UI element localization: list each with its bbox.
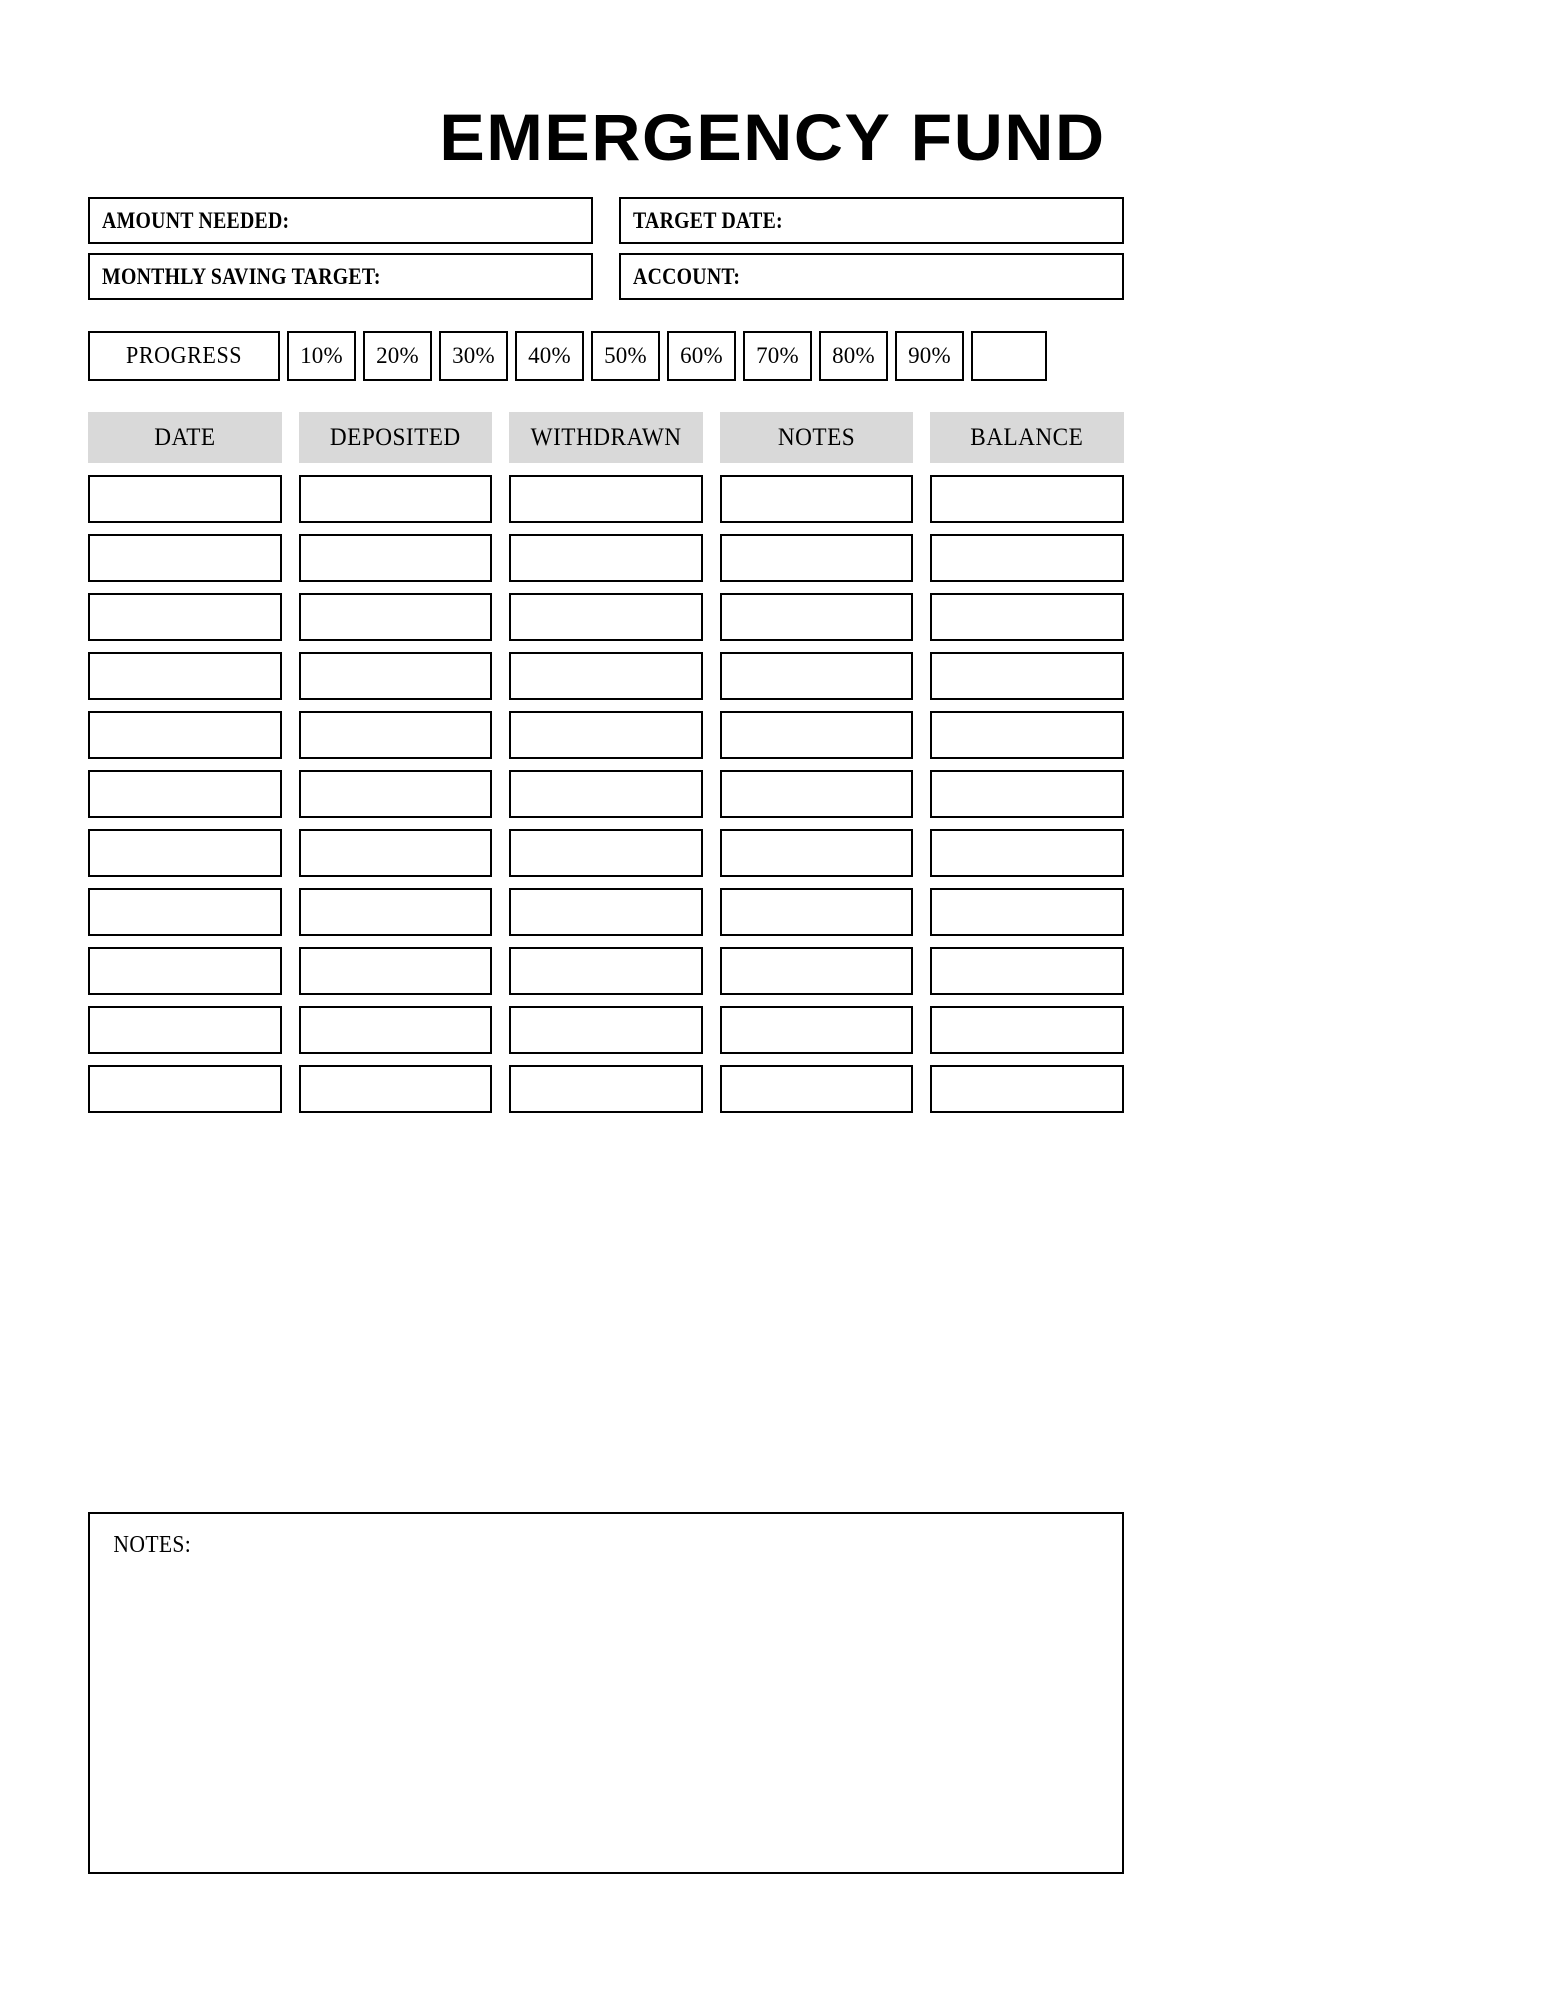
table-cell[interactable] [88, 593, 282, 641]
progress-step-final[interactable] [971, 331, 1047, 381]
table-cell[interactable] [299, 770, 493, 818]
table-row [88, 1065, 1124, 1113]
table-cell[interactable] [509, 1065, 703, 1113]
account-field[interactable] [619, 253, 1124, 300]
table-cell[interactable] [88, 829, 282, 877]
table-cell[interactable] [720, 947, 914, 995]
table-cell[interactable] [930, 1006, 1124, 1054]
table-cell[interactable] [88, 947, 282, 995]
progress-step-label: 30% [452, 343, 495, 368]
table-cell[interactable] [720, 1065, 914, 1113]
table-cell[interactable] [720, 1006, 914, 1054]
progress-step-10[interactable] [287, 331, 356, 381]
amount-needed-label: AMOUNT NEEDED: [102, 207, 290, 233]
column-header-notes [720, 412, 914, 463]
table-cell[interactable] [930, 947, 1124, 995]
table-cell[interactable] [720, 652, 914, 700]
progress-label-box [88, 331, 280, 381]
table-cell[interactable] [299, 888, 493, 936]
table-cell[interactable] [509, 593, 703, 641]
table-cell[interactable] [509, 711, 703, 759]
table-cell[interactable] [509, 770, 703, 818]
progress-step-20[interactable] [363, 331, 432, 381]
amount-needed-field[interactable] [88, 197, 593, 244]
table-cell[interactable] [509, 475, 703, 523]
progress-step-30[interactable] [439, 331, 508, 381]
table-cell[interactable] [299, 1065, 493, 1113]
table-cell[interactable] [299, 947, 493, 995]
progress-step-label: 40% [528, 343, 571, 368]
table-cell[interactable] [930, 888, 1124, 936]
table-cell[interactable] [930, 1065, 1124, 1113]
table-cell[interactable] [88, 770, 282, 818]
table-cell[interactable] [88, 475, 282, 523]
table-cell[interactable] [88, 888, 282, 936]
summary-field-row [88, 197, 1124, 244]
column-header-label: DATE [154, 423, 216, 451]
table-row [88, 770, 1124, 818]
progress-step-90[interactable] [895, 331, 964, 381]
summary-field-row [88, 253, 1124, 300]
progress-step-label: 70% [756, 343, 799, 368]
table-cell[interactable] [299, 534, 493, 582]
table-cell[interactable] [509, 652, 703, 700]
table-row [88, 829, 1124, 877]
column-header-label: BALANCE [970, 423, 1084, 451]
table-row [88, 1006, 1124, 1054]
summary-fields [88, 197, 1124, 309]
table-cell[interactable] [720, 711, 914, 759]
notes-label: NOTES: [113, 1532, 192, 1558]
table-cell[interactable] [930, 770, 1124, 818]
target-date-field[interactable] [619, 197, 1124, 244]
ledger-body [88, 475, 1124, 1113]
table-cell[interactable] [509, 947, 703, 995]
progress-step-label: 50% [604, 343, 647, 368]
target-date-label: TARGET DATE: [633, 207, 783, 233]
page-title-wrap [0, 100, 1545, 174]
table-cell[interactable] [930, 711, 1124, 759]
progress-step-70[interactable] [743, 331, 812, 381]
ledger-table [88, 412, 1124, 1124]
page-title: EMERGENCY FUND [439, 100, 1106, 174]
table-cell[interactable] [299, 593, 493, 641]
column-header-deposited [299, 412, 493, 463]
column-header-balance [930, 412, 1124, 463]
table-cell[interactable] [720, 534, 914, 582]
table-cell[interactable] [509, 534, 703, 582]
column-header-label: DEPOSITED [329, 423, 461, 451]
notes-box[interactable] [88, 1512, 1124, 1874]
table-row [88, 888, 1124, 936]
progress-step-label: 60% [680, 343, 723, 368]
table-cell[interactable] [720, 770, 914, 818]
progress-step-label: 90% [908, 343, 951, 368]
table-cell[interactable] [88, 652, 282, 700]
table-row [88, 475, 1124, 523]
table-cell[interactable] [930, 829, 1124, 877]
table-cell[interactable] [720, 888, 914, 936]
progress-step-label: 80% [832, 343, 875, 368]
table-row [88, 947, 1124, 995]
progress-step-label: 20% [376, 343, 419, 368]
ledger-header-row [88, 412, 1124, 463]
table-cell[interactable] [720, 475, 914, 523]
account-label: ACCOUNT: [633, 263, 741, 289]
table-row [88, 652, 1124, 700]
table-row [88, 534, 1124, 582]
table-cell[interactable] [509, 1006, 703, 1054]
table-row [88, 593, 1124, 641]
table-cell[interactable] [930, 534, 1124, 582]
table-cell[interactable] [509, 888, 703, 936]
table-cell[interactable] [930, 593, 1124, 641]
progress-step-50[interactable] [591, 331, 660, 381]
table-cell[interactable] [88, 1065, 282, 1113]
progress-tracker [88, 331, 1124, 381]
table-cell[interactable] [299, 475, 493, 523]
table-cell[interactable] [299, 652, 493, 700]
column-header-label: WITHDRAWN [530, 423, 682, 451]
table-row [88, 711, 1124, 759]
table-cell[interactable] [299, 829, 493, 877]
column-header-label: NOTES [777, 423, 856, 451]
table-cell[interactable] [930, 475, 1124, 523]
column-header-withdrawn [509, 412, 703, 463]
column-header-date [88, 412, 282, 463]
progress-step-80[interactable] [819, 331, 888, 381]
progress-step-40[interactable] [515, 331, 584, 381]
table-cell[interactable] [299, 711, 493, 759]
table-cell[interactable] [88, 534, 282, 582]
table-cell[interactable] [930, 652, 1124, 700]
table-cell[interactable] [720, 593, 914, 641]
monthly-saving-target-label: MONTHLY SAVING TARGET: [102, 263, 381, 289]
table-cell[interactable] [299, 1006, 493, 1054]
table-cell[interactable] [720, 829, 914, 877]
table-cell[interactable] [88, 1006, 282, 1054]
progress-step-label: 10% [300, 343, 343, 368]
table-cell[interactable] [88, 711, 282, 759]
progress-label: PROGRESS [125, 342, 243, 369]
progress-step-60[interactable] [667, 331, 736, 381]
table-cell[interactable] [509, 829, 703, 877]
monthly-saving-target-field[interactable] [88, 253, 593, 300]
